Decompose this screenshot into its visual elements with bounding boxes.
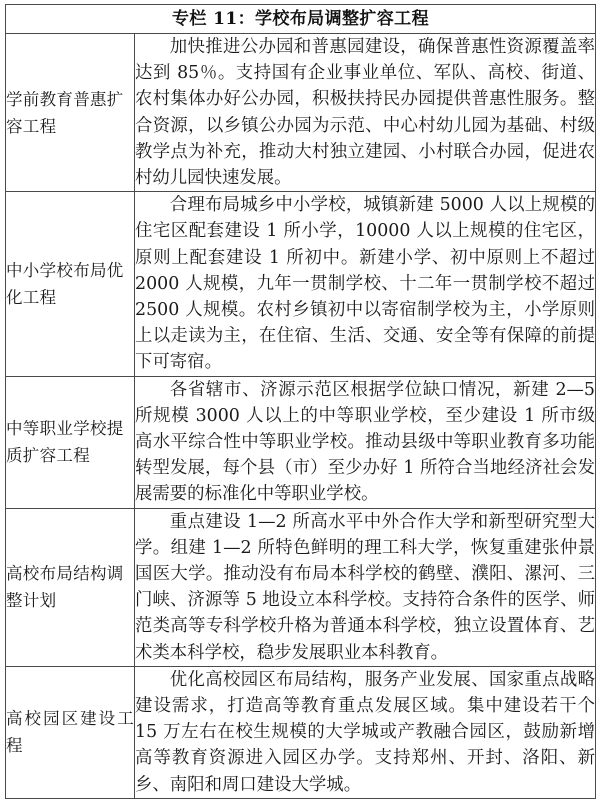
project-name-label: 高校园区建设工程 xyxy=(6,709,134,756)
table-row xyxy=(6,666,596,798)
project-name-cell xyxy=(6,376,135,508)
project-description-text: 优化高校园区布局结构，服务产业发展、国家重点战略建设需求，打造高等教育重点发展区域。集中建设若干个 15 万左右在校生规模的大学城或产教融合园区，鼓励新增高等教育资源进入园区办学。支持郑州、开封、洛阳、新乡、南阳和周口建设大学城。 xyxy=(135,669,595,795)
project-description-cell xyxy=(135,192,596,376)
table-row xyxy=(6,192,596,376)
project-name-label: 高校布局结构调整计划 xyxy=(6,564,124,611)
policy-box-table xyxy=(5,4,596,799)
project-name-label: 中等职业学校提质扩容工程 xyxy=(6,419,124,466)
table-title-row xyxy=(6,5,596,34)
project-description-cell xyxy=(135,34,596,192)
table-row xyxy=(6,508,596,666)
project-name-cell xyxy=(6,192,135,376)
table-row xyxy=(6,34,596,192)
project-name-label: 学前教育普惠扩容工程 xyxy=(6,89,124,136)
project-description-text: 合理布局城乡中小学校，城镇新建 5000 人以上规模的住宅区配套建设 1 所小学，10000 人以上规模的住宅区，原则上配套建设 1 所初中。新建小学、初中原则上不超过 2000 人规模，九年一贯制学校、十二年一贯制学校不超过 2500 人规模。农村乡镇初中以寄宿制学校为主，小学原则上以走读为主，在住宿、生活、交通、安全等有保障的前提下可寄宿。 xyxy=(135,195,595,373)
project-description-text: 各省辖市、济源示范区根据学位缺口情况，新建 2—5 所规模 3000 人以上的中等职业学校，至少建设 1 所市级高水平综合性中等职业学校。推动县级中等职业教育多功能转型发展，每个县（市）至少办好 1 所符合当地经济社会发展需要的标准化中等职业学校。 xyxy=(135,379,595,505)
project-name-cell xyxy=(6,666,135,798)
project-name-cell xyxy=(6,508,135,666)
project-description-cell xyxy=(135,376,596,508)
project-description-text: 重点建设 1—2 所高水平中外合作大学和新型研究型大学。组建 1—2 所特色鲜明的理工科大学，恢复重建张仲景国医大学。推动没有布局本科学校的鹤壁、濮阳、漯河、三门峡、济源等 5 地设立本科学校。支持符合条件的医学、师范类高等专科学校升格为普通本科学校，独立设置体育、艺术类本科学校，稳步发展职业本科教育。 xyxy=(135,511,595,663)
project-name-cell xyxy=(6,34,135,192)
project-description-text: 加快推进公办园和普惠园建设，确保普惠性资源覆盖率达到 85％。支持国有企业事业单位、军队、高校、街道、农村集体办好公办园，积极扶持民办园提供普惠性服务。整合资源，以乡镇公办园为示范、中心村幼儿园为基础、村级教学点为补充，推动大村独立建园、小村联合办园，促进农村幼儿园快速发展。 xyxy=(135,37,595,189)
page-title: 专栏 11：学校布局调整扩容工程 xyxy=(6,5,596,34)
project-name-label: 中小学校布局优化工程 xyxy=(6,260,124,307)
project-description-cell xyxy=(135,666,596,798)
table-row xyxy=(6,376,596,508)
project-description-cell xyxy=(135,508,596,666)
